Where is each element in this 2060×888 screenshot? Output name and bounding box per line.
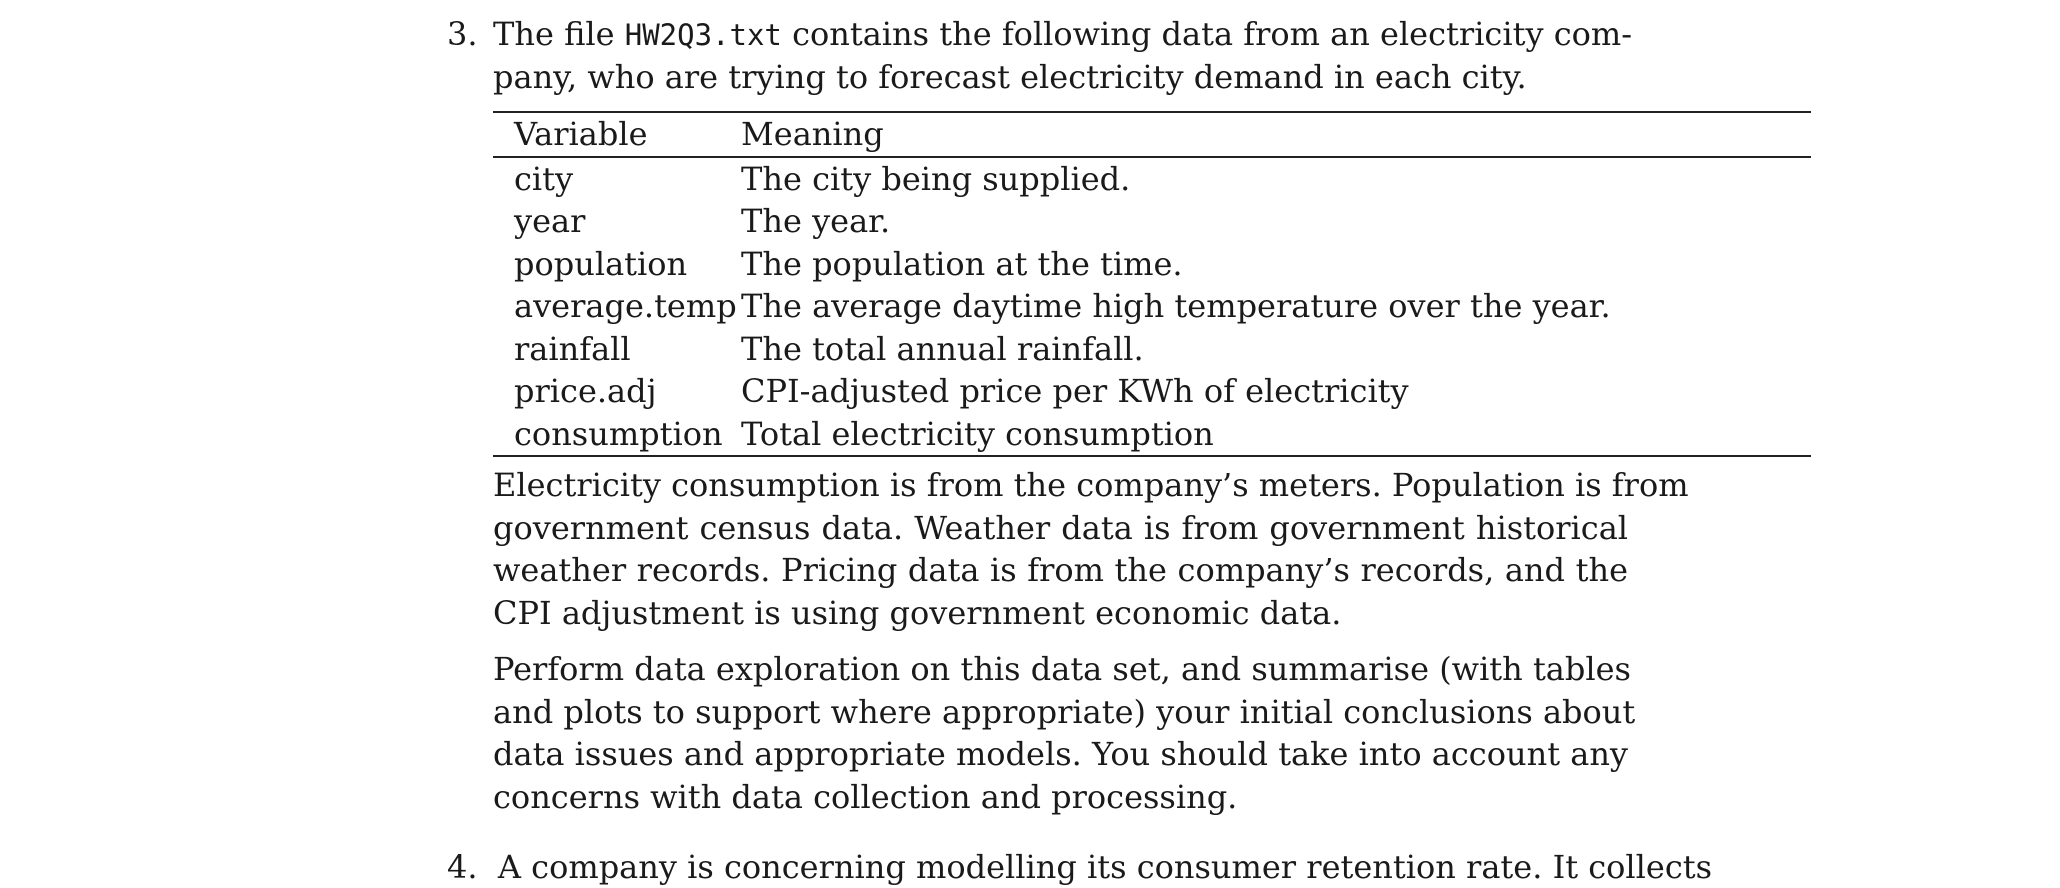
table-row <box>493 200 1811 243</box>
table-row <box>493 328 1811 371</box>
paragraph-line: Perform data exploration on this data set, and summarise (with tables <box>493 650 1631 688</box>
intro-text-before-file: The file <box>493 15 625 53</box>
paragraph-line: weather records. Pricing data is from the company’s records, and the <box>493 551 1628 589</box>
table-cell-meaning: The year. <box>741 202 891 240</box>
table-cell-meaning: The average daytime high temperature over the year. <box>741 287 1611 325</box>
table-row <box>493 285 1811 328</box>
next-question-text: A company is concerning modelling its consumer retention rate. It collects <box>497 848 1713 886</box>
paragraph-line: Electricity consumption is from the company’s meters. Population is from <box>493 466 1689 504</box>
table-cell-variable: consumption <box>514 414 723 453</box>
intro-line-2: pany, who are trying to forecast electricity demand in each city. <box>493 58 1527 96</box>
table-row <box>493 158 1811 201</box>
table-cell-variable: price.adj <box>514 372 657 410</box>
table-row <box>493 370 1811 413</box>
table-cell-variable: average.temp <box>514 287 737 325</box>
table-cell-variable: rainfall <box>514 329 631 368</box>
table-header-variable: Variable <box>514 115 648 153</box>
table-cell-meaning: Total electricity consumption <box>741 414 1214 453</box>
next-question-partial <box>447 838 1713 886</box>
paragraph-line: concerns with data collection and processing. <box>493 777 1238 816</box>
table-cell-meaning: The population at the time. <box>741 244 1183 283</box>
paragraph-line: CPI adjustment is using government economic data. <box>493 593 1342 632</box>
table-cell-meaning: The city being supplied. <box>741 159 1131 198</box>
table-cell-variable: population <box>514 244 688 283</box>
table-row <box>493 413 1811 456</box>
paragraph-line: and plots to support where appropriate) your initial conclusions about <box>493 692 1636 731</box>
question-intro <box>493 13 1633 98</box>
paragraph-line: government census data. Weather data is from government historical <box>493 508 1628 547</box>
next-question-number: 4. <box>447 848 478 886</box>
variable-table <box>493 111 1811 457</box>
intro-line-1 <box>493 13 1633 56</box>
data-sources-paragraph <box>493 464 1689 634</box>
next-question-line <box>447 846 1713 888</box>
table-cell-meaning: CPI-adjusted price per KWh of electricity <box>741 372 1409 410</box>
table-header-meaning: Meaning <box>741 115 884 153</box>
task-paragraph <box>493 648 1636 818</box>
table-cell-variable: city <box>514 159 574 198</box>
table-header-row <box>493 113 1811 158</box>
table-cell-variable: year <box>514 202 586 240</box>
question-number: 3. <box>447 15 478 53</box>
paragraph-line: data issues and appropriate models. You should take into account any <box>493 735 1628 773</box>
intro-text-after-file: contains the following data from an electricity com- <box>781 15 1633 53</box>
file-name: HW2Q3.txt <box>624 18 782 52</box>
table-row <box>493 243 1811 286</box>
table-cell-meaning: The total annual rainfall. <box>741 329 1144 368</box>
